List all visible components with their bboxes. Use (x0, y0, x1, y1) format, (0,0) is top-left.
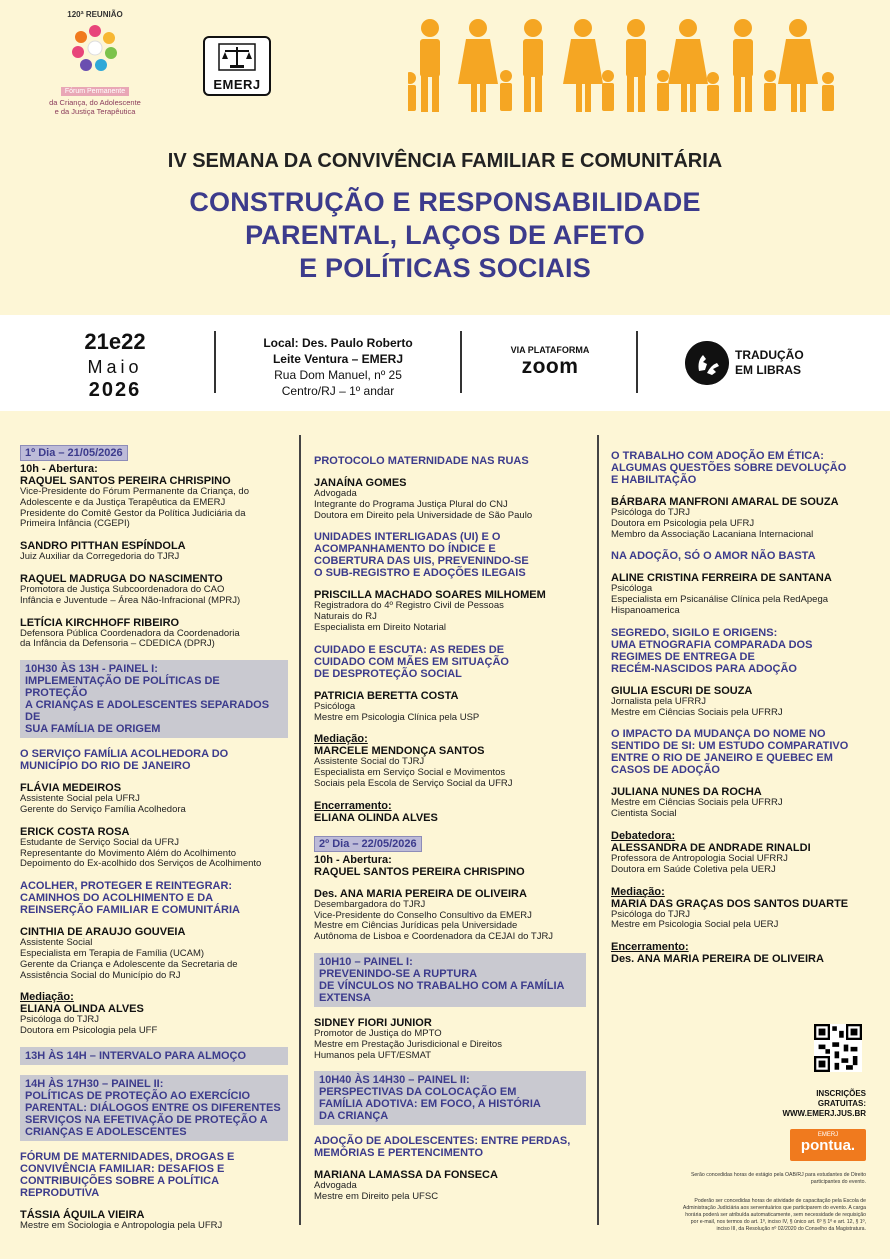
speaker-description: Gerente da Criança e Adolescente da Secretaria de (20, 958, 238, 970)
speaker-name: FLÁVIA MEDEIROS (20, 782, 122, 795)
role-label: Encerramento: (314, 799, 392, 812)
speaker-description: Doutora em Saúde Coletiva pela UERJ (611, 863, 776, 875)
panel-heading-line: EXTENSA (319, 991, 371, 1004)
panel-heading-line: CRIANÇAS E ADOLESCENTES (25, 1125, 187, 1138)
panel-heading-line: POLÍTICAS DE PROTEÇÃO AO EXERCÍCIO (25, 1089, 251, 1102)
speaker-description: Estudante de Serviço Social da UFRJ (20, 836, 179, 848)
session-title-line: MUNICÍPIO DO RIO DE JANEIRO (20, 760, 191, 773)
session-title-line: PROTOCOLO MATERNIDADE NAS RUAS (314, 455, 529, 467)
forum-badge: Fórum Permanente (61, 87, 129, 96)
speaker-name: LETÍCIA KIRCHHOFF RIBEIRO (20, 616, 180, 629)
speaker-description: Advogada (314, 1180, 357, 1192)
speaker-description: Naturais do RJ (314, 611, 377, 623)
footnote-capacitacao: Poderão ser concedidas horas de atividade de capacitação pela Escola de Administração Judiciária aos serventuários que participarem do evento. A carga horária poderá ser atribuída automaticamente, sem necessidade de requisição por e-mail, nos termos do art. 1º, inciso IV, § único art. 6º § 1º e art. 12, § 1º, inciso III, da Resolução nº 02/2020 do Conselho da Magistratura. (682, 1198, 866, 1232)
session-title-line: REGIMES DE ENTREGA DE (611, 650, 755, 663)
session-title-line: O SERVIÇO FAMÍLIA ACOLHEDORA DO (20, 748, 229, 761)
speaker-description: Mestre em Psicologia Clínica pela USP (314, 711, 480, 723)
program-item (611, 685, 871, 719)
speaker-description: Cientista Social (611, 808, 677, 820)
session-title-line: RECÉM-NASCIDOS PARA ADOÇÃO (611, 662, 797, 675)
speaker-description: Psicóloga do TJRJ (20, 1014, 100, 1026)
program-item (611, 728, 871, 776)
session-title-line: SEGREDO, SIGILO E ORIGENS: (611, 626, 778, 639)
main-title: CONSTRUÇÃO E RESPONSABILIDADE PARENTAL, LAÇOS DE AFETO E POLÍTICAS SOCIAIS (189, 187, 701, 283)
speaker-description: Membro da Associação Lacaniana Internacional (611, 528, 814, 540)
speaker-description: Sociais pela Escola de Serviço Social da UFRJ (314, 777, 513, 789)
emerj-pontua-logo: EMERJ pontua. (790, 1129, 866, 1161)
program-item (20, 573, 288, 607)
program-item (314, 1017, 586, 1061)
speaker-name: MARIA DAS GRAÇAS DOS SANTOS DUARTE (611, 897, 849, 910)
panel-heading (20, 660, 288, 738)
speaker-name: RAQUEL MADRUGA DO NASCIMENTO (20, 572, 223, 585)
role-label: Encerramento: (611, 941, 689, 954)
speaker-name: ALESSANDRA DE ANDRADE RINALDI (611, 841, 811, 854)
session-title-line: ADOÇÃO DE ADOLESCENTES: ENTRE PERDAS, (314, 1135, 571, 1148)
session-title-line: ACOLHER, PROTEGER E REINTEGRAR: (20, 880, 233, 893)
speaker-name: TÁSSIA ÁQUILA VIEIRA (20, 1208, 145, 1221)
speaker-description: Assistente Social (20, 937, 93, 949)
program-item (611, 830, 871, 876)
speaker-description: Presidente do Comitê Gestor da Política Judiciária da (20, 507, 246, 519)
speaker-description: Psicóloga (314, 700, 356, 712)
session-title (611, 627, 871, 675)
speaker-description: Psicóloga (611, 583, 653, 595)
program-item (314, 888, 586, 943)
scale-of-justice-icon (217, 42, 257, 72)
session-title-line: ACOMPANHAMENTO DO ÍNDICE E (314, 543, 496, 556)
event-dates: 21e22 Maio 2026 (84, 329, 146, 401)
session-title-line: O TRABALHO COM ADOÇÃO EM ÉTICA: (611, 450, 824, 462)
program-item (20, 991, 288, 1037)
session-title-line: SENTIDO DE SI: UM ESTUDO COMPARATIVO (611, 740, 849, 753)
session-title-line: CAMINHOS DO ACOLHIMENTO E DA (20, 892, 214, 905)
program-item (611, 886, 871, 932)
speaker-description: Mestre em Ciências Jurídicas pela Universidade (314, 920, 518, 932)
program-item (611, 786, 871, 820)
session-title-line: REPRODUTIVA (20, 1186, 100, 1199)
speaker-description: Especialista em Psicanálise Clínica pela RedApega (611, 594, 829, 606)
program-item (20, 926, 288, 981)
panel-heading-line: 10H40 ÀS 14H30 – PAINEL II: (319, 1074, 470, 1087)
program-item (314, 690, 586, 724)
program-column-3 (611, 450, 871, 975)
qr-code-icon (814, 1024, 862, 1072)
speaker-description: Especialista em Terapia de Família (UCAM) (20, 947, 205, 959)
program-item (314, 477, 586, 521)
program-item (20, 443, 288, 463)
session-title-line: MEMÓRIAS E PERTENCIMENTO (314, 1147, 484, 1160)
program-item (20, 1209, 288, 1232)
speaker-description: Representante do Movimento Além do Acolhimento (20, 847, 236, 859)
role-label: Mediação: (611, 885, 665, 898)
role-label: Mediação: (314, 733, 368, 746)
session-title (20, 1151, 288, 1199)
program-item (20, 463, 288, 530)
session-title (20, 748, 288, 772)
program-item (611, 450, 871, 486)
program-item (314, 644, 586, 680)
session-title (611, 550, 871, 562)
panel-heading (20, 1047, 288, 1065)
program-item (314, 589, 586, 633)
day-badge: 1º Dia – 21/05/2026 (20, 445, 128, 461)
speaker-name: JANAÍNA GOMES (314, 477, 407, 489)
session-title-line: UMA ETNOGRAFIA COMPARADA DOS (611, 638, 813, 651)
session-title-line: ALGUMAS QUESTÕES SOBRE DEVOLUÇÃO (611, 462, 847, 474)
session-title (611, 728, 871, 776)
speaker-description: Promotora de Justiça Subcoordenadora do CAO (20, 583, 225, 595)
flower-icon (68, 21, 122, 75)
speaker-description: Psicóloga do TJRJ (611, 507, 691, 518)
speaker-description: Mestre em Ciências Sociais pela UFRRJ (611, 706, 783, 718)
session-title (20, 880, 288, 916)
speaker-description: Psicóloga do TJRJ (611, 908, 691, 920)
divider (460, 331, 462, 393)
panel-heading-line: 10H10 – PAINEL I: (319, 955, 413, 968)
session-title-line: REINSERÇÃO FAMILIAR E COMUNITÁRIA (20, 904, 240, 917)
speaker-description: Hispanoamerica (611, 604, 680, 616)
speaker-description: Mestre em Psicologia Social pela UERJ (611, 919, 779, 931)
program-item (611, 941, 871, 965)
speaker-description: Infância e Juventude – Área Não-Infracional (MPRJ) (20, 594, 241, 606)
speaker-name: SANDRO PITTHAN ESPÍNDOLA (20, 540, 186, 553)
forum-logo (30, 10, 160, 116)
panel-heading-line: SUA FAMÍLIA DE ORIGEM (25, 723, 161, 736)
program-item (20, 660, 288, 738)
session-title-line: CASOS DE ADOÇÃO (611, 764, 720, 777)
zoom-platform: VIA PLATAFORMA zoom (510, 345, 590, 378)
session-title (314, 531, 586, 579)
speaker-description: Especialista em Direito Notarial (314, 621, 446, 633)
session-title-line: DE DESPROTEÇÃO SOCIAL (314, 667, 462, 680)
program-item (20, 617, 288, 651)
speaker-name: CINTHIA DE ARAUJO GOUVEIA (20, 926, 186, 939)
event-title: IV SEMANA DA CONVIVÊNCIA FAMILIAR E COMUNITÁRIA (167, 150, 723, 172)
speaker-name: ELIANA OLINDA ALVES (20, 1003, 144, 1016)
event-location: Local: Des. Paulo Roberto Leite Ventura – EMERJ Rua Dom Manuel, nº 25 Centro/RJ – 1º andar (263, 336, 413, 398)
program-item (314, 1135, 586, 1159)
session-title-line: UNIDADES INTERLIGADAS (UI) E O (314, 531, 501, 544)
speaker-description: Professora de Antropologia Social UFRRJ (611, 852, 788, 864)
speaker-name: BÁRBARA MANFRONI AMARAL DE SOUZA (611, 496, 839, 508)
program-item (314, 531, 586, 579)
speaker-name: PATRICIA BERETTA COSTA (314, 689, 459, 702)
speaker-name: GIULIA ESCURI DE SOUZA (611, 684, 753, 697)
speaker-description: Depoimento do Ex-acolhido dos Serviços de Acolhimento (20, 858, 262, 870)
speaker-description: Doutora em Psicologia pela UFRJ (611, 517, 755, 529)
speaker-description: Vice-Presidente do Fórum Permanente da Criança, do (20, 486, 250, 497)
speaker-description: Doutora em Direito pela Universidade de São Paulo (314, 509, 533, 521)
speaker-description: Primeira Infância (CGEPI) (20, 518, 130, 530)
speaker-description: Advogada (314, 488, 357, 499)
role-label: Debatedora: (611, 829, 676, 842)
speaker-name: PRISCILLA MACHADO SOARES MILHOMEM (314, 589, 546, 602)
forum-subtitle: da Criança, do Adolescente e da Justiça Terapêutica (49, 98, 141, 116)
panel-heading-line: DA CRIANÇA (319, 1110, 389, 1123)
speaker-name: SIDNEY FIORI JUNIOR (314, 1016, 432, 1029)
session-title-line: ENTRE O RIO DE JANEIRO E QUEBEC EM (611, 752, 833, 765)
reuniao-label: 120ª REUNIÃO (67, 10, 123, 19)
panel-heading-line: PREVENINDO-SE A RUPTURA (319, 967, 478, 980)
program-column-1 (20, 443, 288, 1242)
panel-heading (314, 1071, 586, 1125)
panel-heading-line: IMPLEMENTAÇÃO DE POLÍTICAS DE PROTEÇÃO (25, 675, 220, 700)
session-title (314, 1135, 586, 1159)
speaker-description: Mestre em Direito pela UFSC (314, 1191, 439, 1203)
program-item (314, 1071, 586, 1125)
program-item (314, 800, 586, 824)
session-time: 10h - Abertura: (314, 853, 392, 866)
registration-link[interactable]: WWW.EMERJ.JUS.BR (782, 1109, 866, 1118)
panel-heading-line: 14H ÀS 17H30 – PAINEL II: (25, 1077, 164, 1090)
speaker-description: Registradora do 4º Registro Civil de Pessoas (314, 600, 504, 612)
speaker-name: Des. ANA MARIA PEREIRA DE OLIVEIRA (611, 953, 824, 966)
program-item (314, 1169, 586, 1203)
program-item (20, 540, 288, 563)
panel-heading-line: PARENTAL: DIÁLOGOS ENTRE OS DIFERENTES (25, 1101, 281, 1114)
speaker-description: Jornalista pela UFRRJ (611, 695, 707, 707)
speaker-description: Assistente Social pela UFRJ (20, 793, 140, 805)
speaker-description: Mestre em Ciências Sociais pela UFRRJ (611, 797, 783, 809)
panel-heading-line: A CRIANÇAS E ADOLESCENTES SEPARADOS DE (25, 699, 270, 724)
speaker-name: ALINE CRISTINA FERREIRA DE SANTANA (611, 572, 832, 585)
speaker-name: ELIANA OLINDA ALVES (314, 811, 438, 824)
panel-heading-line: 10H30 ÀS 13H - PAINEL I: (25, 663, 158, 676)
session-title-line: O IMPACTO DA MUDANÇA DO NOME NO (611, 728, 826, 741)
speaker-description: Juiz Auxiliar da Corregedoria do TJRJ (20, 551, 180, 563)
divider (214, 331, 216, 393)
program-item (314, 834, 586, 854)
column-divider (597, 435, 599, 1225)
footnote-oab: Serão concedidas horas de estágio pela OAB/RJ para estudantes de Direito participantes do evento. (690, 1172, 866, 1185)
session-title-line: CUIDADO COM MÃES EM SITUAÇÃO (314, 655, 509, 668)
program-item (20, 1047, 288, 1065)
session-title (611, 450, 871, 486)
program-item (20, 880, 288, 916)
speaker-description: Especialista em Serviço Social e Movimentos (314, 767, 506, 779)
program-item (20, 782, 288, 816)
program-item (20, 1151, 288, 1199)
session-title-line: E HABILITAÇÃO (611, 474, 697, 486)
registration-info: INSCRIÇÕES GRATUITAS: WWW.EMERJ.JUS.BR (770, 1089, 866, 1119)
speaker-description: Promotor de Justiça do MPTO (314, 1027, 442, 1039)
speaker-description: Vice-Presidente do Conselho Consultivo da EMERJ (314, 909, 532, 921)
speaker-description: Assistente Social do TJRJ (314, 756, 425, 768)
session-title-line: COBERTURA DAS UIS, PREVENINDO-SE (314, 555, 529, 568)
speaker-description: Mestre em Prestação Jurisdicional e Direitos (314, 1038, 502, 1050)
speaker-name: JULIANA NUNES DA ROCHA (611, 786, 762, 799)
program-item (611, 572, 871, 616)
emerj-logo (203, 36, 271, 96)
speaker-description: da Infância da Defensoria – CDEDICA (DPRJ) (20, 638, 215, 650)
session-title (314, 455, 586, 467)
panel-heading (314, 953, 586, 1007)
speaker-description: Adolescente e da Justiça Terapêutica da EMERJ (20, 496, 226, 508)
program-item (611, 627, 871, 675)
program-item (314, 733, 586, 789)
session-title (314, 644, 586, 680)
header (0, 0, 890, 315)
column-divider (299, 435, 301, 1225)
speaker-description: Humanos pela UFT/ESMAT (314, 1049, 432, 1061)
speaker-description: Autônoma de Lisboa e Coordenadora da CEJAI do TJRJ (314, 931, 554, 943)
panel-heading-line: FAMÍLIA ADOTIVA: EM FOCO, A HISTÓRIA (319, 1098, 541, 1111)
speaker-name: RAQUEL SANTOS PEREIRA CHRISPINO (314, 865, 525, 878)
speaker-description: Doutora em Psicologia pela UFF (20, 1025, 158, 1037)
panel-heading-line: DE VÍNCULOS NO TRABALHO COM A FAMÍLIA (319, 979, 565, 992)
speaker-description: Assistência Social do Município do RJ (20, 969, 181, 981)
panel-heading-line: 13H ÀS 14H – INTERVALO PARA ALMOÇO (25, 1049, 247, 1062)
program-item (20, 1075, 288, 1141)
role-label: Mediação: (20, 991, 74, 1004)
speaker-name: RAQUEL SANTOS PEREIRA CHRISPINO (20, 475, 231, 487)
panel-heading-line: PERSPECTIVAS DA COLOCAÇÃO EM (319, 1086, 517, 1099)
program-item (20, 826, 288, 870)
speaker-description: Gerente do Serviço Família Acolhedora (20, 803, 186, 815)
program-item (611, 550, 871, 562)
speaker-description: Integrante do Programa Justiça Plural do CNJ (314, 498, 508, 510)
session-title-line: NA ADOÇÃO, SÓ O AMOR NÃO BASTA (611, 550, 816, 563)
libras-hands-icon (685, 341, 729, 385)
info-band (0, 315, 890, 411)
speaker-name: ERICK COSTA ROSA (20, 825, 130, 838)
session-title-line: O SUB-REGISTRO E ADOÇÕES ILEGAIS (314, 567, 526, 580)
speaker-name: MARIANA LAMASSA DA FONSECA (314, 1169, 498, 1182)
program-item (611, 496, 871, 540)
panel-heading (20, 1075, 288, 1141)
session-title-line: CUIDADO E ESCUTA: AS REDES DE (314, 643, 505, 656)
program-item (314, 953, 586, 1007)
divider (636, 331, 638, 393)
program-item (314, 854, 586, 878)
emerj-logo-text: EMERJ (213, 77, 261, 92)
family-icon (408, 18, 848, 118)
session-title-line: CONTRIBUIÇÕES SOBRE A POLÍTICA (20, 1174, 220, 1187)
speaker-description: Defensora Pública Coordenadora da Coordenadoria (20, 627, 240, 639)
program-column-2 (314, 455, 586, 1213)
libras-translation: TRADUÇÃO EM LIBRAS (685, 341, 835, 385)
program-item (20, 748, 288, 772)
speaker-description: Desembargadora do TJRJ (314, 898, 426, 910)
session-time: 10h - Abertura: (20, 463, 98, 475)
day-badge: 2º Dia – 22/05/2026 (314, 836, 422, 852)
session-title-line: CONVIVÊNCIA FAMILIAR: DESAFIOS E (20, 1162, 225, 1175)
program-item (314, 455, 586, 467)
panel-heading-line: SERVIÇOS NA EFETIVAÇÃO DE PROTEÇÃO A (25, 1113, 268, 1126)
speaker-name: Des. ANA MARIA PEREIRA DE OLIVEIRA (314, 887, 527, 900)
session-title-line: FÓRUM DE MATERNIDADES, DROGAS E (20, 1150, 235, 1163)
speaker-description: Mestre em Sociologia e Antropologia pela UFRJ (20, 1219, 223, 1231)
speaker-name: MARCELE MENDONÇA SANTOS (314, 745, 485, 758)
